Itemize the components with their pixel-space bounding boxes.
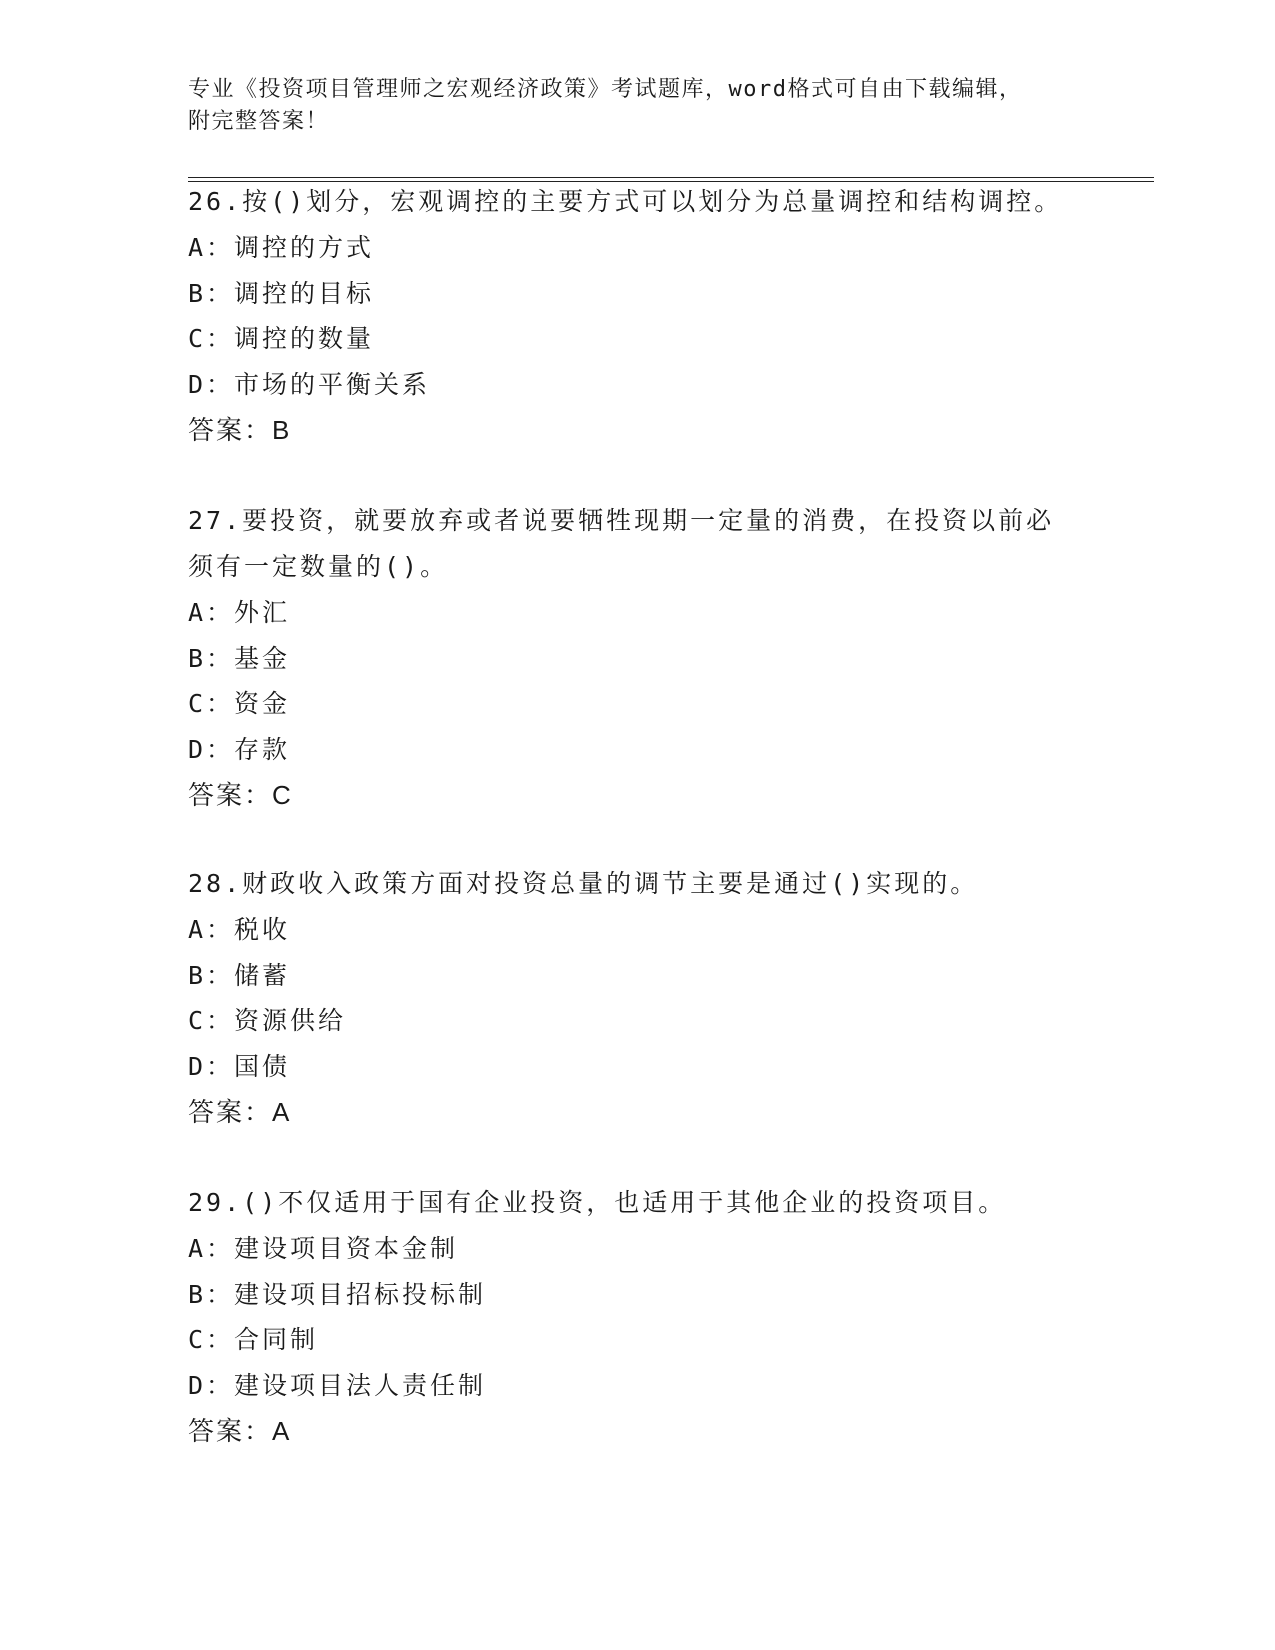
question-28 <box>188 861 1088 1135</box>
option-key: D： <box>188 1370 235 1400</box>
option-b <box>188 636 1088 682</box>
option-key: A： <box>188 233 235 262</box>
option-d <box>188 1363 1088 1409</box>
option-d <box>188 362 1088 408</box>
option-text: 资源供给 <box>234 1006 347 1035</box>
option-key: C： <box>188 1325 235 1354</box>
answer: 答案：A <box>188 1097 292 1127</box>
option-key: B： <box>188 960 235 990</box>
option-key: B： <box>188 643 235 673</box>
option-text: 市场的平衡关系 <box>234 369 431 399</box>
option-a <box>188 907 1088 953</box>
question-27 <box>188 498 1088 818</box>
option-text: 调控的数量 <box>234 324 375 353</box>
question-text: 26.按()划分，宏观调控的主要方式可以划分为总量调控和结构调控。 <box>188 187 1063 216</box>
header-line-1: 专业《投资项目管理师之宏观经济政策》考试题库，word格式可自由下载编辑， <box>188 77 1023 102</box>
option-c <box>188 1317 1088 1363</box>
option-key: D： <box>188 1051 235 1081</box>
option-b <box>188 271 1088 317</box>
question-text: 28.财政收入政策方面对投资总量的调节主要是通过()实现的。 <box>188 869 979 898</box>
option-key: A： <box>188 1234 235 1263</box>
document-header <box>188 74 1088 138</box>
option-a <box>188 1226 1088 1272</box>
option-key: A： <box>188 598 235 627</box>
option-text: 调控的目标 <box>234 278 375 308</box>
question-text: 29.()不仅适用于国有企业投资，也适用于其他企业的投资项目。 <box>188 1188 1007 1217</box>
question-text-line-2: 须有一定数量的()。 <box>188 552 449 581</box>
option-c <box>188 998 1088 1044</box>
question-text-line-1: 27.要投资，就要放弃或者说要牺牲现期一定量的消费，在投资以前必 <box>188 506 1055 535</box>
option-text: 调控的方式 <box>234 233 375 262</box>
option-key: A： <box>188 915 235 944</box>
option-text: 资金 <box>234 689 291 718</box>
option-text: 国债 <box>234 1051 291 1081</box>
option-text: 合同制 <box>234 1325 319 1354</box>
option-text: 建设项目法人责任制 <box>234 1370 487 1400</box>
option-key: C： <box>188 689 235 718</box>
option-key: D： <box>188 734 235 764</box>
option-text: 税收 <box>234 915 291 944</box>
option-text: 基金 <box>234 643 291 673</box>
answer: 答案：C <box>188 780 293 810</box>
question-29 <box>188 1180 1088 1454</box>
answer: 答案：A <box>188 1416 292 1446</box>
option-a <box>188 590 1088 636</box>
option-text: 存款 <box>234 734 291 764</box>
option-text: 外汇 <box>234 598 291 627</box>
option-a <box>188 225 1088 271</box>
option-text: 建设项目资本金制 <box>234 1234 459 1263</box>
option-c <box>188 316 1088 362</box>
option-key: B： <box>188 1279 235 1309</box>
option-key: D： <box>188 369 235 399</box>
option-b <box>188 953 1088 999</box>
option-text: 建设项目招标投标制 <box>234 1279 487 1309</box>
question-26 <box>188 179 1088 453</box>
option-key: C： <box>188 324 235 353</box>
option-d <box>188 727 1088 773</box>
option-text: 储蓄 <box>234 960 291 990</box>
option-d <box>188 1044 1088 1090</box>
option-key: B： <box>188 278 235 308</box>
option-b <box>188 1272 1088 1318</box>
option-key: C： <box>188 1006 235 1035</box>
answer: 答案：B <box>188 415 292 445</box>
header-line-2: 附完整答案！ <box>188 109 330 134</box>
option-c <box>188 681 1088 727</box>
